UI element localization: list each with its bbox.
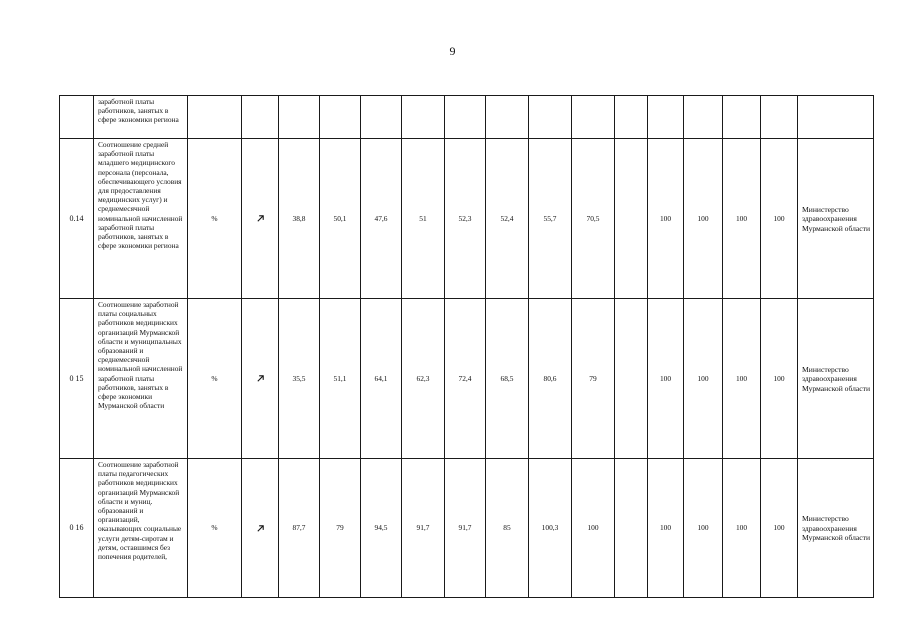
indicator-name: Соотношение средней заработной платы младшего медицинского персонала (персонала, обеспечивающего условия для предоставления медицинских услуг) и среднемесячной номинальной начисленной заработной платы работников, занятых в сфере экономики региона — [94, 139, 188, 299]
unit-cell: % — [188, 299, 242, 459]
value-cell: 68,5 — [486, 299, 529, 459]
value-cell: 91,7 — [402, 459, 445, 598]
value-cell: 52,3 — [445, 139, 486, 299]
value-cell: 35,5 — [279, 299, 320, 459]
value-cell: 100 — [572, 459, 615, 598]
value-cell — [572, 96, 615, 139]
responsible-cell: Министерство здравоохранения Мурманской области — [798, 459, 874, 598]
value-cell — [684, 96, 723, 139]
indicator-name: заработной платы работников, занятых в сфере экономики региона — [94, 96, 188, 139]
value-cell — [402, 96, 445, 139]
trend-cell — [242, 299, 279, 459]
value-cell: 50,1 — [320, 139, 361, 299]
value-cell: 100 — [723, 139, 761, 299]
value-cell — [723, 96, 761, 139]
value-cell — [279, 96, 320, 139]
row-number: 0 16 — [60, 459, 94, 598]
value-cell — [486, 96, 529, 139]
value-cell: 100 — [684, 299, 723, 459]
trend-cell — [242, 96, 279, 139]
value-cell — [761, 96, 798, 139]
value-cell — [615, 139, 648, 299]
value-cell: 51 — [402, 139, 445, 299]
unit-cell: % — [188, 139, 242, 299]
value-cell: 100 — [684, 139, 723, 299]
responsible-cell — [798, 96, 874, 139]
responsible-cell: Министерство здравоохранения Мурманской области — [798, 299, 874, 459]
value-cell — [445, 96, 486, 139]
page-number: 9 — [449, 44, 456, 58]
value-cell: 100 — [723, 299, 761, 459]
value-cell — [615, 96, 648, 139]
value-cell: 62,3 — [402, 299, 445, 459]
value-cell: 100 — [648, 299, 684, 459]
value-cell: 100 — [684, 459, 723, 598]
value-cell: 100 — [761, 139, 798, 299]
table-row — [60, 96, 874, 139]
row-number — [60, 96, 94, 139]
value-cell: 72,4 — [445, 299, 486, 459]
value-cell: 100 — [761, 459, 798, 598]
value-cell: 70,5 — [572, 139, 615, 299]
value-cell: 52,4 — [486, 139, 529, 299]
value-cell: 91,7 — [445, 459, 486, 598]
indicator-name: Соотношение заработной платы социальных работников медицинских организаций Мурманской области и муниципальных образований и среднемесячной номинальной начисленной заработной платы работников, занятых в сфере экономики Мурманской области — [94, 299, 188, 459]
arrow-up-right-icon — [244, 214, 276, 223]
value-cell: 100 — [648, 139, 684, 299]
trend-cell — [242, 139, 279, 299]
value-cell — [361, 96, 402, 139]
value-cell — [529, 96, 572, 139]
responsible-cell: Министерство здравоохранения Мурманской области — [798, 139, 874, 299]
unit-cell: % — [188, 459, 242, 598]
value-cell: 100,3 — [529, 459, 572, 598]
value-cell — [648, 96, 684, 139]
table-row — [60, 299, 874, 459]
value-cell: 79 — [572, 299, 615, 459]
row-number: 0.14 — [60, 139, 94, 299]
value-cell: 64,1 — [361, 299, 402, 459]
value-cell — [615, 459, 648, 598]
value-cell: 47,6 — [361, 139, 402, 299]
arrow-up-right-icon — [244, 374, 276, 383]
value-cell: 94,5 — [361, 459, 402, 598]
trend-cell — [242, 459, 279, 598]
value-cell: 100 — [723, 459, 761, 598]
arrow-up-right-icon — [244, 524, 276, 533]
value-cell: 80,6 — [529, 299, 572, 459]
table-row — [60, 459, 874, 598]
value-cell — [320, 96, 361, 139]
value-cell: 79 — [320, 459, 361, 598]
value-cell: 87,7 — [279, 459, 320, 598]
value-cell: 85 — [486, 459, 529, 598]
value-cell: 100 — [761, 299, 798, 459]
value-cell: 51,1 — [320, 299, 361, 459]
value-cell: 38,8 — [279, 139, 320, 299]
indicators-table — [59, 95, 874, 598]
row-number: 0 15 — [60, 299, 94, 459]
table-row — [60, 139, 874, 299]
value-cell: 100 — [648, 459, 684, 598]
unit-cell — [188, 96, 242, 139]
value-cell — [615, 299, 648, 459]
indicator-name: Соотношение заработной платы педагогических работников медицинских организаций Мурманской области и муниц. образований и организаций, оказывающих социальные услуги детям-сиротам и детям, оставшимся без попечения родителей, — [94, 459, 188, 598]
value-cell: 55,7 — [529, 139, 572, 299]
